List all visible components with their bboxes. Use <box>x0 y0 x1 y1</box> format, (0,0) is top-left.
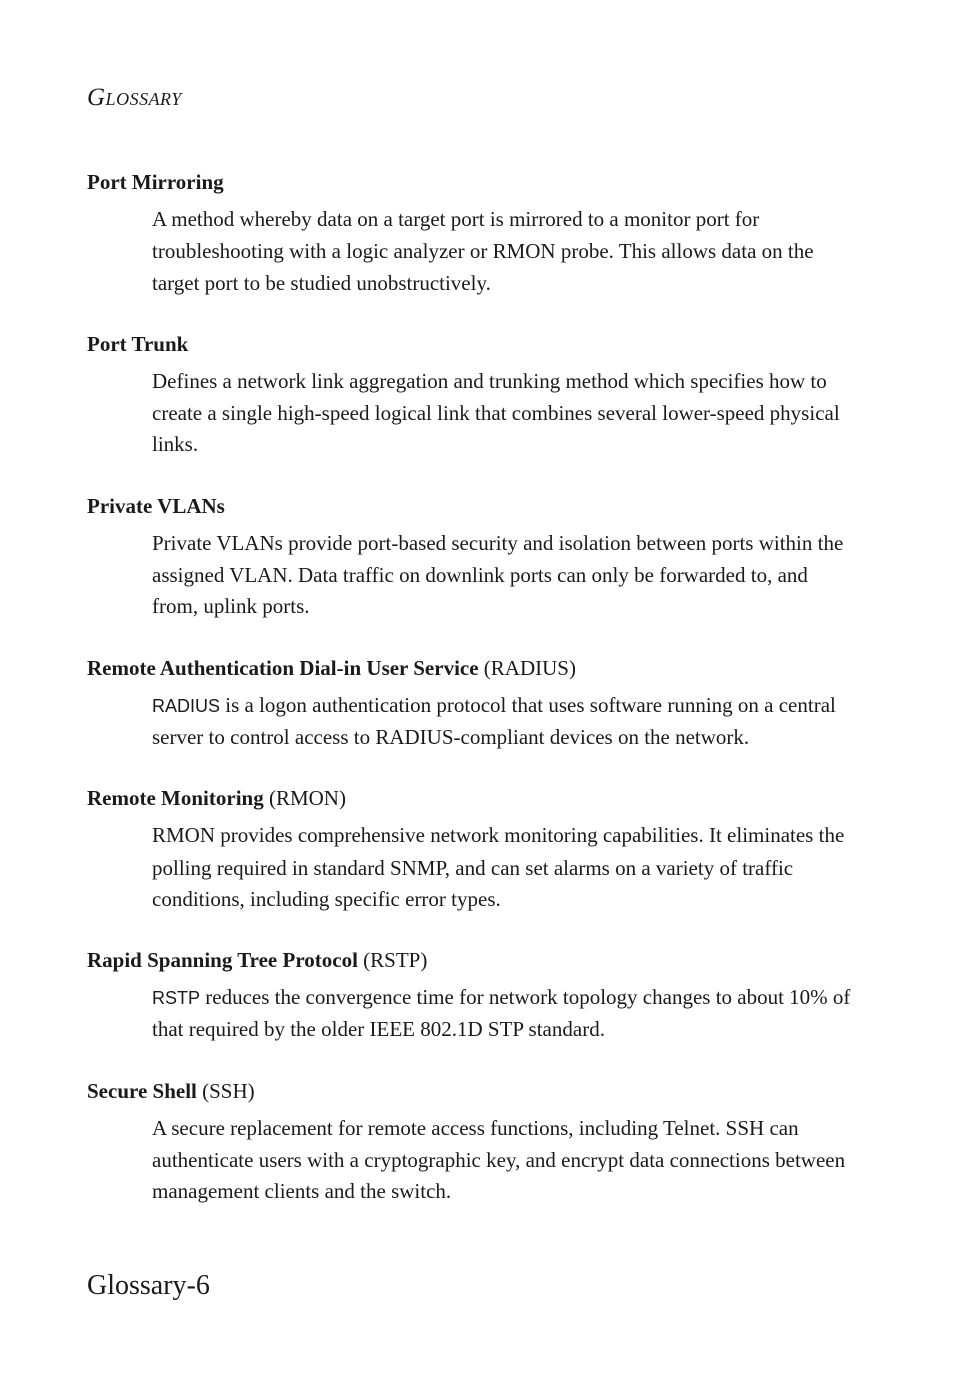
glossary-entry <box>87 782 857 915</box>
glossary-entry <box>87 166 857 299</box>
definition-text: Private VLANs provide port-based security and isolation between ports within the assigned VLAN. Data traffic on downlink ports can only be forwarded to, and from, uplink ports. <box>152 530 844 619</box>
definition-lead-term: RADIUS <box>152 695 221 716</box>
term-definition <box>152 366 857 461</box>
glossary-term <box>87 944 857 976</box>
glossary-entry <box>87 490 857 623</box>
term-name: Remote Monitoring <box>87 786 264 811</box>
glossary-term <box>87 166 857 198</box>
glossary-entries <box>87 166 857 1237</box>
glossary-entry <box>87 944 857 1046</box>
term-abbreviation: (SSH) <box>196 1078 255 1103</box>
definition-text: Defines a network link aggregation and trunking method which specifies how to create a single high-speed logical link that combines several lower-speed physical links. <box>152 368 840 457</box>
glossary-entry <box>87 328 857 461</box>
definition-lead-term: RSTP <box>152 988 201 1009</box>
term-name: Private VLANs <box>87 493 225 518</box>
term-name: Port Mirroring <box>87 170 224 194</box>
glossary-term <box>87 652 857 684</box>
term-name: Secure Shell <box>87 1078 197 1103</box>
term-abbreviation: (RMON) <box>263 786 346 811</box>
term-definition <box>152 204 857 299</box>
term-abbreviation: (RADIUS) <box>478 655 576 680</box>
definition-text: A method whereby data on a target port is mirrored to a monitor port for troubleshooting with a logic analyzer or RMON probe. This allows data on the target port to be studied unobstructively. <box>152 207 814 295</box>
definition-text: is a logon authentication protocol that uses software running on a central server to control access to RADIUS-compliant devices on the network. <box>152 692 836 749</box>
glossary-term <box>87 782 857 814</box>
term-definition <box>152 982 857 1046</box>
glossary-entry <box>87 1075 857 1208</box>
term-definition <box>152 528 857 623</box>
term-name: Remote Authentication Dial-in User Service <box>87 655 479 680</box>
term-definition <box>152 690 857 754</box>
glossary-term <box>87 490 857 522</box>
definition-text: A secure replacement for remote access functions, including Telnet. SSH can authenticate users with a cryptographic key, and encrypt data connections between management clients and the switch. <box>152 1115 846 1204</box>
page-number: Glossary-6 <box>87 1270 210 1301</box>
definition-text: RMON provides comprehensive network monitoring capabilities. It eliminates the polling required in standard SNMP, and can set alarms on a variety of traffic conditions, including specific error types. <box>152 823 845 911</box>
glossary-term <box>87 328 857 360</box>
glossary-entry <box>87 652 857 754</box>
definition-text: reduces the convergence time for network topology changes to about 10% of that required by the older IEEE 802.1D STP standard. <box>152 985 851 1042</box>
term-definition <box>152 820 857 915</box>
running-header: Glossary <box>87 84 182 111</box>
glossary-term <box>87 1075 857 1107</box>
term-name: Port Trunk <box>87 331 189 356</box>
term-abbreviation: (RSTP) <box>357 948 428 973</box>
term-definition <box>152 1113 857 1208</box>
term-name: Rapid Spanning Tree Protocol <box>87 948 358 973</box>
